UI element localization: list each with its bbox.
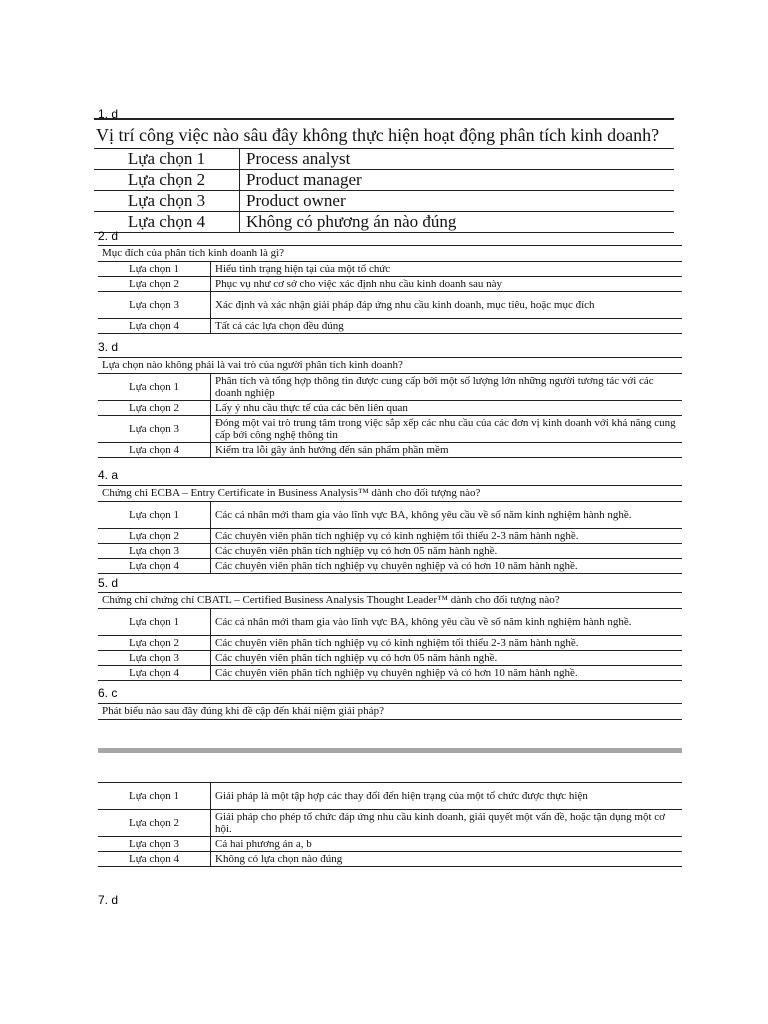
option-text: Product owner	[240, 191, 675, 212]
option-label: Lựa chọn 3	[94, 191, 240, 212]
option-text: Các chuyên viên phân tích nghiệp vụ có kinh nghiệm tối thiểu 2-3 năm hành nghề.	[211, 529, 683, 544]
question-block	[98, 357, 682, 458]
question-number: 6. c	[98, 686, 118, 700]
option-label: Lựa chọn 3	[98, 651, 211, 666]
option-label: Lựa chọn 2	[94, 170, 240, 191]
question-number: 4. a	[98, 468, 119, 482]
option-text: Các chuyên viên phân tích nghiệp vụ có hơn 05 năm hành nghề.	[211, 544, 683, 559]
question-text: Mục đích của phân tích kinh doanh là gì?	[98, 245, 682, 262]
option-text: Product manager	[240, 170, 675, 191]
option-text: Đóng một vai trò trung tâm trong việc sắp xếp các nhu cầu của các đơn vị kinh doanh với khả năng cung cấp bởi công nghệ thông tin	[211, 416, 683, 443]
option-text: Các chuyên viên phân tích nghiệp vụ chuyên nghiệp và có hơn 10 năm hành nghề.	[211, 666, 683, 681]
option-text: Các cá nhân mới tham gia vào lĩnh vực BA, không yêu cầu về số năm kinh nghiệm hành nghề.	[211, 609, 683, 636]
option-label: Lựa chọn 1	[94, 149, 240, 170]
option-text: Giải pháp cho phép tổ chức đáp ứng nhu cầu kinh doanh, giải quyết một vấn đề, hoặc tận dụng một cơ hội.	[211, 810, 683, 837]
option-text: Giải pháp là một tập hợp các thay đổi đến hiện trạng của một tổ chức được thực hiện	[211, 783, 683, 810]
question-block	[98, 703, 682, 720]
question-block	[98, 782, 682, 867]
option-label: Lựa chọn 1	[98, 262, 211, 277]
option-label: Lựa chọn 2	[98, 810, 211, 837]
option-label: Lựa chọn 2	[98, 277, 211, 292]
option-label: Lựa chọn 4	[98, 319, 211, 334]
question-block	[98, 485, 682, 574]
option-label: Lựa chọn 4	[98, 852, 211, 867]
question-text: Chứng chỉ ECBA – Entry Certificate in Business Analysis™ dành cho đối tượng nào?	[98, 485, 682, 502]
question-text: Chứng chỉ chứng chỉ CBATL – Certified Business Analysis Thought Leader™ dành cho đối tượng nào?	[98, 592, 682, 609]
option-label: Lựa chọn 3	[98, 544, 211, 559]
options-table	[98, 262, 682, 334]
question-number: 2. d	[98, 229, 119, 243]
option-text: Cả hai phương án a, b	[211, 837, 683, 852]
options-table	[98, 783, 682, 867]
option-text: Xác định và xác nhận giải pháp đáp ứng nhu cầu kinh doanh, mục tiêu, hoặc mục đích	[211, 292, 683, 319]
option-text: Kiểm tra lỗi gây ảnh hưởng đến sản phẩm phần mềm	[211, 443, 683, 458]
option-label: Lựa chọn 1	[98, 374, 211, 401]
option-label: Lựa chọn 2	[98, 401, 211, 416]
options-table	[98, 374, 682, 458]
option-text: Process analyst	[240, 149, 675, 170]
question-text: Phát biểu nào sau đây đúng khi đề cập đến khái niệm giải pháp?	[98, 703, 682, 720]
option-label: Lựa chọn 4	[98, 443, 211, 458]
option-label: Lựa chọn 3	[98, 416, 211, 443]
option-text: Hiểu tình trạng hiện tại của một tổ chức	[211, 262, 683, 277]
option-text: Không có phương án nào đúng	[240, 212, 675, 233]
option-label: Lựa chọn 1	[98, 609, 211, 636]
option-label: Lựa chọn 2	[98, 636, 211, 651]
option-text: Không có lựa chọn nào đúng	[211, 852, 683, 867]
option-label: Lựa chọn 1	[98, 783, 211, 810]
option-label: Lựa chọn 3	[98, 837, 211, 852]
options-table	[98, 609, 682, 681]
page-separator	[98, 748, 682, 753]
option-text: Các chuyên viên phân tích nghiệp vụ có hơn 05 năm hành nghề.	[211, 651, 683, 666]
question-number: 1. d	[98, 107, 119, 121]
question-text: Lựa chọn nào không phải là vai trò của người phân tích kinh doanh?	[98, 357, 682, 374]
option-label: Lựa chọn 1	[98, 502, 211, 529]
option-label: Lựa chọn 4	[94, 212, 240, 233]
option-text: Các chuyên viên phân tích nghiệp vụ có kinh nghiệm tối thiểu 2-3 năm hành nghề.	[211, 636, 683, 651]
option-text: Phân tích và tổng hợp thông tin được cung cấp bởi một số lượng lớn những người tương tác với các doanh nghiệp	[211, 374, 683, 401]
option-label: Lựa chọn 4	[98, 666, 211, 681]
question-number: 5. d	[98, 576, 119, 590]
option-text: Các cá nhân mới tham gia vào lĩnh vực BA, không yêu cầu về số năm kinh nghiệm hành nghề.	[211, 502, 683, 529]
option-label: Lựa chọn 4	[98, 559, 211, 574]
options-table	[94, 149, 674, 233]
option-label: Lựa chọn 2	[98, 529, 211, 544]
question-block	[98, 245, 682, 334]
question-block	[94, 118, 674, 233]
question-number: 3. d	[98, 340, 119, 354]
option-text: Tất cả các lựa chọn đều đúng	[211, 319, 683, 334]
question-text: Vị trí công việc nào sâu đây không thực hiện hoạt động phân tích kinh doanh?	[94, 118, 674, 149]
option-text: Các chuyên viên phân tích nghiệp vụ chuyên nghiệp và có hơn 10 năm hành nghề.	[211, 559, 683, 574]
option-text: Phục vụ như cơ sở cho việc xác định nhu cầu kinh doanh sau này	[211, 277, 683, 292]
options-table	[98, 502, 682, 574]
option-label: Lựa chọn 3	[98, 292, 211, 319]
question-number: 7. d	[98, 893, 119, 907]
question-block	[98, 592, 682, 681]
option-text: Lấy ý nhu cầu thực tế của các bên liên quan	[211, 401, 683, 416]
